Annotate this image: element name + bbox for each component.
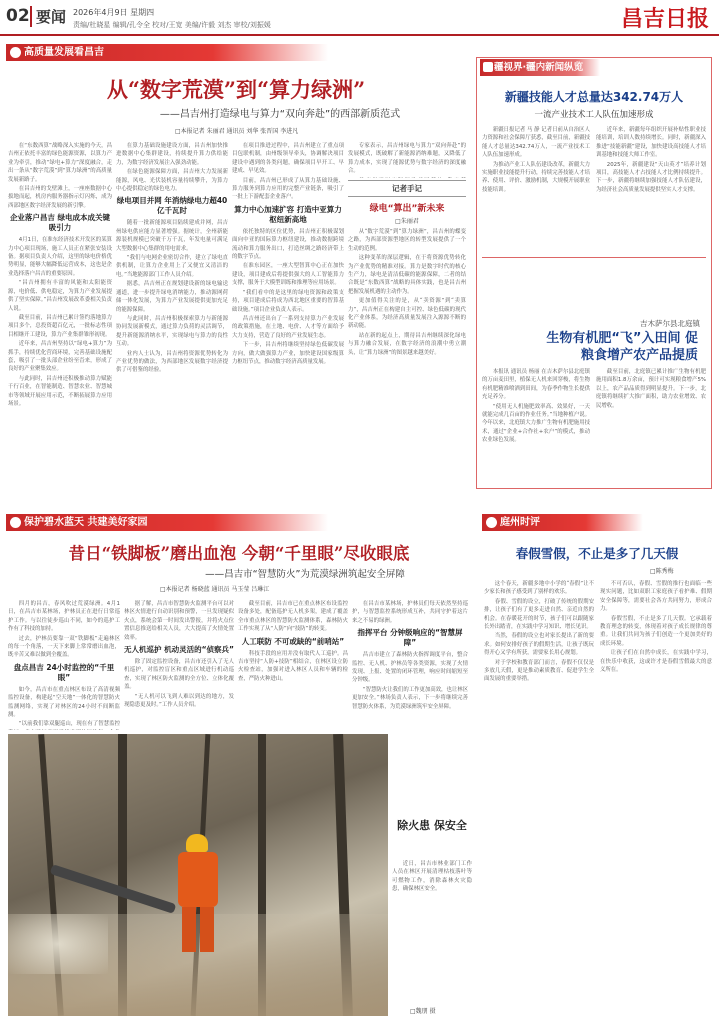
- feature-headline: 昔日“铁脚板”磨出血泡 今朝“千里眼”尽收眼底: [68, 544, 410, 563]
- feature-column-3: [238, 600, 348, 730]
- paragraph: 春假雪假，不止是多了几天假。它承载着教育理念的转变，体现着对孩子成长规律的尊重。让我们共同为孩子们创造一个更加美好的成长环境。: [600, 615, 712, 647]
- paragraph: “以前我们靠双腿巡山，现在有了智慧监控: [18, 721, 120, 728]
- feature-photo: [8, 734, 388, 1016]
- banner-circle-icon: [10, 47, 21, 58]
- lead-headline: 从“数字荒漠”到“算力绿洲”: [106, 77, 366, 102]
- feature-subhead-1: 盘点昌吉 24小时监控的“千里眼”: [13, 662, 115, 682]
- regional-news-2-kicker: 吉木萨尔县北庭镇: [640, 319, 700, 328]
- paragraph: 依托独特的区位优势，昌吉州正积极谋划面向中亚的国际算力枢纽建设，推动数据跨境流动和算力服务出口，打造丝绸之路经济带上的数字节点。: [232, 228, 344, 261]
- section-banner-1-label: 高质量发展看昌吉: [24, 47, 104, 58]
- feature-subhead-3: 人工联防 不可或缺的“前哨站”: [241, 636, 345, 646]
- paragraph: “我们看中的是这里的绿电资源和政策支持，项目建成后将成为西北地区重要的智算基础设施。”项目企业负责人表示。: [232, 289, 344, 313]
- lead-subhead-1: 企业落户昌吉 绿电成本成关键吸引力: [9, 213, 111, 233]
- lead-column-2: [116, 142, 228, 502]
- paragraph: 近年来，新疆每年组织开展补贴性职业技能培训，培训人数持续增长。同时，新疆深入推进“技能新疆”建设，加快建设高技能人才培训基地和技能大师工作室。: [596, 127, 706, 159]
- paragraph: 下一步，昌吉州将继续坚持绿色低碳发展方向，做大做强算力产业，加快建设国家级算力枢纽节点，推动数字经济高质量发展。: [232, 342, 344, 365]
- reporter-note-title: 绿电“算出”新未来: [369, 204, 445, 214]
- section-banner-1: [6, 44, 466, 61]
- reporter-note-label: 记者手记: [348, 180, 466, 197]
- paragraph: “智慧防火让我们的工作更加高效，也让林区更加安全。”林场负责人表示，下一步将继续完善智慧防火体系，为荒漠绿洲筑牢安全屏障。: [352, 686, 468, 710]
- paragraph: 科技手段的应用并没有取代人工巡护。昌吉市坚持“人防+技防”相结合，在林区设立防火检查站，加强对进入林区人员和车辆的检查，严防火种进山。: [238, 650, 348, 682]
- paragraph: 2025年，新疆建设“天山英才”培养计划项目，高技能人才占技能人才比例持续提升。下一步，新疆将继续加强技能人才队伍建设，为经济社会高质量发展提供坚实人才支撑。: [596, 161, 706, 193]
- photo-firefighter: [168, 834, 228, 954]
- section-banner-3-label: 庭州时评: [500, 517, 540, 528]
- paragraph: “昌吉州拥有丰富的风能和太阳能资源，电价低、供电稳定，为算力产业发展提供了坚实保障。”昌吉州发展改革委相关负责人说。: [8, 280, 112, 312]
- regional-news-1-title: 新疆技能人才总量达342.74万人: [504, 90, 684, 104]
- lead-subhead-2: 绿电项目并网 年消纳绿电力超40亿千瓦时: [116, 196, 228, 216]
- paragraph: 让孩子们在自然中成长，在实践中学习，在快乐中收获，这或许才是春假雪假最大的意义所在。: [600, 650, 712, 674]
- paragraph: 这个春天，新疆多地中小学的“春假”让不少家长和孩子感受到了别样的欢乐。: [484, 581, 594, 596]
- lead-byline: □本报记者 朱丽君 通讯员 刘华 张晋国 李进凡: [175, 128, 299, 135]
- lead-column-4: [348, 142, 466, 178]
- page-section-label: 要闻: [30, 6, 66, 27]
- paragraph: 截至目前，北庭镇已累计推广生物有机肥施用面积1.8万余亩，预计可实现粮食增产5%以上，农产品品质得到明显提升。下一步，北庭镇将继续扩大推广面积，助力农业增效、农民增收。: [596, 369, 706, 409]
- paragraph: 从“数字荒漠”到“算力绿洲”，昌吉州的蝶变之路，为西部资源型地区的转型发展提供了一个生动的范例。: [348, 229, 466, 252]
- photo-blower-tube: [50, 864, 177, 914]
- feature-subheadline: ——昌吉市“智慧防火”为荒漠绿洲筑起安全屏障: [205, 569, 405, 580]
- page-header: [0, 0, 719, 36]
- commentary-headline: 春假雪假，不止是多了几天假: [515, 546, 679, 561]
- paragraph: 业内人士认为，昌吉州将资源优势转化为产业优势的做法，为西部地区发展数字经济提供了可借鉴的经验。: [116, 350, 228, 374]
- photo-dust-cloud: [8, 914, 108, 974]
- paragraph: 更加值得关注的是，从“卖资源”到“卖算力”，昌吉州正在构建自主可控、绿色低碳的现代化产业体系，为经济高质量发展注入源源不断的新动能。: [348, 298, 466, 330]
- paragraph: 与此同时，昌吉州积极探索算力与新能源协同发展新模式，通过算力负荷的灵活调节，提升新能源消纳水平，实现绿电与算力的良性互动。: [116, 315, 228, 348]
- feature-byline: □本报记者 杨晓蓝 通讯员 马玉莹 吕琳江: [160, 586, 270, 593]
- paragraph: “使用无人机施肥效率高、效果好，一天就能完成几百亩的作业任务。”当地种植户说。今年以来，北庭镇大力推广生物有机肥施用技术，通过“企业+合作社+农户”的模式，推动农业绿色发展。: [482, 403, 590, 444]
- section-banner-2: [6, 514, 466, 531]
- photo-uniform: [200, 907, 214, 952]
- paragraph: 四月的昌吉，春风吹过荒漠绿洲。4月1日，在昌吉市某林场，护林员正在进行日常巡护工作。与以往徒步巡山不同，如今的巡护工作有了科技的加持。: [8, 601, 120, 633]
- paragraph: “无人机可以飞到人难以到达的地方，发现隐患更及时。”工作人员介绍。: [124, 693, 234, 709]
- paragraph: 与此同时，昌吉州还积极推动算力赋能千行百业，在智能制造、智慧农业、智慧城市等领域开展应用示范，不断拓展算力应用场景。: [8, 375, 112, 407]
- lead-column-3: [232, 142, 344, 502]
- banner-circle-icon: [486, 517, 497, 528]
- photo-uniform: [178, 852, 218, 907]
- photo-uniform: [182, 907, 196, 952]
- paragraph: 新疆日报记者 马 静 记者日前从自治区人力资源和社会保障厅获悉，截至目前，新疆技能人才总量达342.74万人，一流产业技术工人队伍加速形成。: [482, 127, 590, 159]
- paragraph: 4月1日，在准东经济技术开发区的某算力中心项目现场，施工人员正在紧张安装设备。据项目负责人介绍，这里的绿电价格优势明显，能够大幅降低运营成本，这也是企业选择落户昌吉的重要原因。: [8, 237, 112, 277]
- regional-news-tag: 疆视界·疆内新闻纵览: [480, 59, 600, 76]
- paragraph: 在项目推进过程中，昌吉州建立了重点项目包联机制，由州级领导牵头，协调解决项目建设中遇到的各类问题，确保项目早开工、早建成、早见效。: [232, 143, 344, 175]
- issue-date: 2026年4月9日 星期四: [73, 8, 155, 17]
- paragraph: 如今，昌吉市在重点林区布设了高清视频监控设备，构建起“空天地”一体化的智慧防火监测网络，实现了对林区的24小时不间断监测。: [8, 686, 120, 719]
- feature-column-2: [124, 600, 234, 730]
- feature-subhead-2: 无人机巡护 机动灵活的“侦察兵”: [124, 645, 234, 655]
- reporter-note-byline: □朱丽君: [395, 218, 419, 225]
- paragraph: 不可否认，春假、雪假的推行也面临一些现实问题，比如双职工家庭孩子看护难、假期安全保障等，需要社会各方共同努力，形成合力。: [600, 581, 712, 613]
- editor-credits: 责编/杜晓星 编辑/孔令全 校对/王宽 美编/许毅 刘杰 审校/刘振媛: [73, 21, 271, 29]
- reporter-note: [348, 180, 466, 500]
- tag-square-icon: [483, 62, 493, 72]
- regional-news-2-title: 生物有机肥“飞”入田间 促粮食增产农产品提质: [546, 331, 698, 363]
- paragraph: 昌吉州还出台了一系列支持算力产业发展的政策措施，在土地、电价、人才等方面给予大力支持，营造了良好的产业发展生态。: [232, 315, 344, 339]
- reporter-note-body: [348, 228, 466, 498]
- photo-caption-title: 除火患 保安全: [397, 819, 467, 832]
- paragraph: 在昌吉市某林场，护林员们每天依然坚持巡护，与智慧监控系统形成互补，共同守护着这片来之不易的绿洲。: [352, 601, 468, 624]
- section-banner-3: [482, 514, 712, 531]
- regional-news-2-col2: [596, 368, 706, 484]
- regional-news-1-col2: [596, 126, 706, 254]
- paragraph: “我们与电网企业密切合作，建立了绿电直供机制，让算力企业用上了又便宜又清洁的电。”当地能源部门工作人员介绍。: [116, 255, 228, 278]
- paragraph: 站在新的起点上，期待昌吉州继续深化绿电与算力融合发展，在数字经济的浪潮中勇立潮头，让“算力绿洲”的图景越来越美好。: [348, 332, 466, 356]
- lead-subheadline: ——昌吉州打造绿电与算力“双向奔赴”的西部新质范式: [159, 109, 401, 120]
- paragraph: 在昌吉州的戈壁滩上，一座座数据中心拔地而起，机房内服务器指示灯闪烁，成为西部地区数字经济发展的新引擎。: [8, 186, 112, 209]
- banner-circle-icon: [10, 517, 21, 528]
- helmet-icon: [186, 834, 208, 852]
- paragraph: 在准东园区，一座大型智算中心正在加快建设，项目建成后将提供强大的人工智能算力支撑，服务于大模型训练和推理等应用场景。: [232, 263, 344, 287]
- lead-column-1: [8, 142, 112, 502]
- paragraph: 在绿色能源保障方面，昌吉州大力发展新能源，风电、光伏装机容量持续攀升，为算力中心提供稳定的绿色电力。: [116, 169, 228, 193]
- paragraph: 随着一批新能源项目陆续建成并网，昌吉州绿电供应能力显著增强。据统计，全州新能源装机规模已突破千万千瓦，年发电量可满足大型数据中心集群的用电需求。: [116, 220, 228, 252]
- paragraph: 据悉，昌吉州正在规划建设新的绿电输送通道，进一步提升绿电消纳能力，推动源网荷储一体化发展，为算力产业发展提供更加充足的能源保障。: [116, 281, 228, 313]
- paragraph: 春假、雪假的设立，打破了传统的假期安排，让孩子们有了更多走进自然、亲近自然的机会。在春暖花开的时节，孩子们可以跟随家长外出踏青，在实践中学习知识、增长见识。: [484, 598, 594, 631]
- paragraph: 本报讯 通讯员 杨丽 在吉木萨尔县北庭镇的万亩麦田里，植保无人机来回穿梭，将生物有机肥精准喷洒到田间，为春季作物生长提供充足养分。: [482, 369, 590, 401]
- page-number: 02: [6, 6, 30, 26]
- paragraph: 当然，春假的设立也对家长提出了新的要求。如何安排好孩子的假期生活，让孩子既玩得开心又学有所获，需要家长用心规划。: [484, 633, 594, 657]
- photo-caption: [392, 860, 472, 1000]
- feature-column-1: [8, 600, 120, 730]
- paragraph: 专家表示，昌吉州绿电与算力“双向奔赴”的发展模式，既破解了新能源消纳难题，又降低了算力成本，实现了能源优势与数字经济的深度融合。: [348, 143, 466, 175]
- lead-subhead-3: 算力中心加速扩容 打造中亚算力枢纽新高地: [234, 204, 342, 224]
- paragraph: 对于学校和教育部门而言，春假不仅仅是多放几天假，更是推动素质教育、促进学生全面发展的重要举措。: [484, 659, 594, 683]
- paragraph: 过去，护林员要靠一双“铁脚板”走遍林区的每一个角落，一天下来脚上常常磨出血泡，既辛苦又难以做到全覆盖。: [8, 635, 120, 659]
- commentary-column-1: [484, 580, 594, 1016]
- paragraph: 截至目前，昌吉市已在重点林区布设监控设备多处，配备巡护无人机多架，建成了覆盖全市重点林区的智慧防火监测体系，森林防火工作实现了从“人防”向“技防”的转变。: [238, 601, 348, 633]
- photo-credit: □魏朋 摄: [410, 1008, 436, 1015]
- newspaper-logo: 昌吉日报: [620, 6, 709, 32]
- feature-column-4: [352, 600, 468, 730]
- divider: [482, 257, 706, 258]
- commentary-column-2: [600, 580, 712, 1016]
- paragraph: 目前，昌吉州已形成了从算力基础设施、算力服务到算力应用的完整产业链条，吸引了一批上下游配套企业落户。: [232, 177, 344, 201]
- regional-news-2-col1: [482, 368, 590, 484]
- paragraph: 近日，昌吉市林业部门工作人员在林区开展清理枯枝落叶等可燃物工作，消除森林火灾隐患，确保林区安全。: [392, 861, 472, 893]
- paragraph: 除了固定监控设备，昌吉市还引入了无人机巡护，对监控盲区和重点区域进行机动巡查，实现了林区防火监测的全方位、立体化覆盖。: [124, 659, 234, 691]
- regional-news-1-col1: [482, 126, 590, 254]
- paragraph: 在算力基础设施建设方面，昌吉州加快推进数据中心集群建设，持续提升算力供给能力，为数字经济发展注入强劲动能。: [116, 143, 228, 166]
- commentary-byline: □陈秀梅: [650, 568, 674, 575]
- paragraph: 为推动产业工人队伍建设改革，新疆大力实施职业技能提升行动，持续完善技能人才培养、使用、评价、激励机制，大规模开展职业技能培训。: [482, 161, 590, 193]
- paragraph: 这种变革的深层逻辑，在于将资源优势转化为产业优势的精准对接。算力是数字时代的核心生产力，绿电是清洁低碳的能源保障，二者的结合既是“东数西算”战略的具体实践，也是昌吉州把握发展机遇的主动作为。: [348, 255, 466, 295]
- regional-news-1-subtitle: 一流产业技术工人队伍加速形成: [534, 110, 654, 120]
- paragraph: 在“东数西算”战略深入实施的今天，昌吉州正依托丰富的绿色能源资源，以算力产业为牵引，推动“绿电+算力”深度融合，走出一条从“数字荒漠”到“算力绿洲”的高质量发展新路子。: [8, 143, 112, 183]
- paragraph: 昌吉市建立了森林防火指挥调度平台，整合监控、无人机、护林员等各类资源，实现了火情发现、上报、处置的闭环管理，响应时间缩短至分钟级。: [352, 652, 468, 684]
- paragraph: 近年来，昌吉州坚持以“绿电+算力”为抓手，持续优化营商环境，完善基础设施配套，吸引了一批头部企业纷至沓来，形成了良好的产业聚集效应。: [8, 341, 112, 373]
- paragraph: [348, 177, 466, 178]
- paragraph: 截至目前，昌吉州已累计签约落地算力项目多个，总投资超百亿元，一批标志性项目相继开工建设，算力产业集群雏形初现。: [8, 314, 112, 338]
- feature-subhead-4: 指挥平台 分钟级响应的“智慧屏障”: [357, 628, 463, 648]
- paragraph: 据了解，昌吉市智慧防火监测平台可以对林区火情进行自动识别和预警，一旦发现疑似火点，系统会第一时间发出警报，并将火点位置信息推送给相关人员，大大提高了火情处置效率。: [124, 601, 234, 641]
- section-banner-2-label: 保护碧水蓝天 共建美好家园: [24, 517, 148, 528]
